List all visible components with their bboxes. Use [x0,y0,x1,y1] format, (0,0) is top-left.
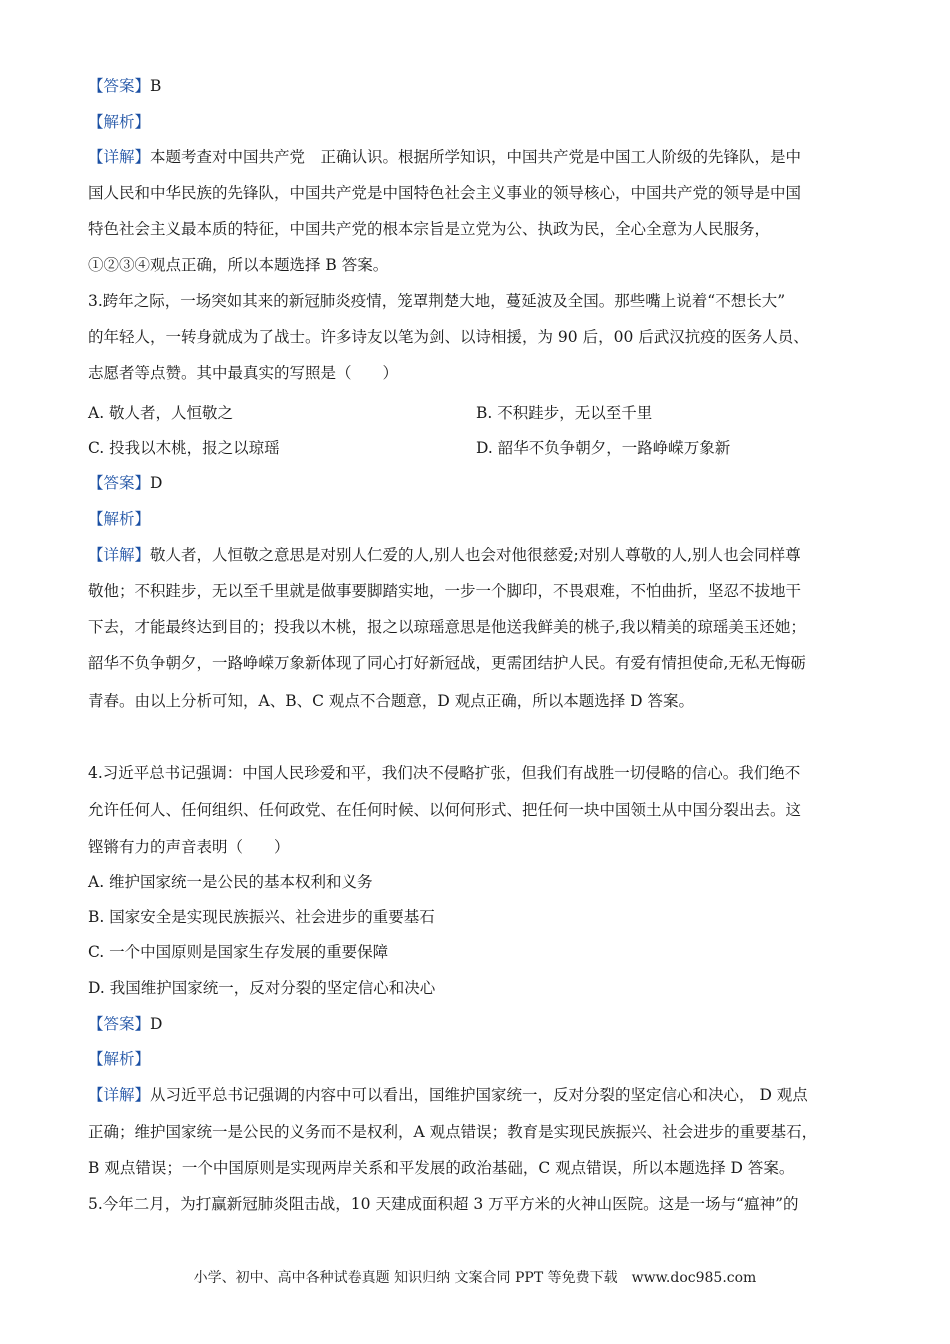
q3-analysis-tag: 【解析】 [88,510,151,528]
q3-stem-line-3: 志愿者等点赞。其中最真实的写照是（ ） [88,364,399,382]
q4-option-c: C. 一个中国原则是国家生存发展的重要保障 [88,943,389,961]
answer-tag: 【答案】 [88,474,151,492]
q3-option-b: B. 不积跬步，无以至千里 [476,404,653,422]
q2-detail-line-4: ①②③④观点正确，所以本题选择 B 答案。 [88,256,389,274]
q3-option-d: D. 韶华不负争朝夕，一路峥嵘万象新 [476,439,731,457]
q4-detail-line-1: 【详解】从习近平总书记强调的内容中可以看出，国维护国家统一，反对分裂的坚定信心和决心， D 观点 [88,1086,808,1104]
q4-stem-line-2: 允许任何人、任何组织、任何政党、在任何时候、以何何形式、把任何一块中国领土从中国分裂出去。这 [88,801,802,819]
q3-answer-line [88,472,162,494]
q4-option-d: D. 我国维护国家统一，反对分裂的坚定信心和决心 [88,979,436,997]
detail-tag: 【详解】 [88,546,151,564]
q5-stem-line-1: 5.今年二月，为打赢新冠肺炎阻击战，10 天建成面积超 3 万平方米的火神山医院。这是一场与“瘟神”的 [88,1195,799,1213]
q3-option-a: A. 敬人者，人恒敬之 [88,404,234,422]
detail-tag: 【详解】 [88,148,151,166]
q2-answer-line [88,75,161,97]
answer-value: D [150,1015,163,1033]
q4-detail-line-2: 正确；维护国家统一是公民的义务而不是权利，A 观点错误；教育是实现民族振兴、社会进步的重要基石， [88,1123,818,1141]
answer-value: D [150,474,163,492]
q4-stem-line-1: 4.习近平总书记强调：中国人民珍爱和平，我们决不侵略扩张，但我们有战胜一切侵略的信心。我们绝不 [88,764,801,782]
q3-detail-line-3: 下去，才能最终达到目的；投我以木桃，报之以琼瑶意思是他送我鲜美的桃子,我以精美的琼瑶美玉还她； [88,618,806,636]
answer-tag: 【答案】 [88,77,151,95]
q2-detail-line-1: 【详解】本题考查对中国共产党 正确认识。根据所学知识，中国共产党是中国工人阶级的先锋队，是中 [88,148,802,166]
q2-analysis-tag: 【解析】 [88,113,151,131]
q2-detail-line-2: 国人民和中华民族的先锋队，中国共产党是中国特色社会主义事业的领导核心，中国共产党的领导是中国 [88,184,802,202]
answer-value: B [150,77,162,95]
q3-detail-line-1: 【详解】敬人者，人恒敬之意思是对别人仁爱的人,别人也会对他很慈爱;对别人尊敬的人,别人也会同样尊 [88,546,801,564]
q4-detail-line-3: B 观点错误；一个中国原则是实现两岸关系和平发展的政治基础，C 观点错误，所以本题选择 D 答案。 [88,1159,795,1177]
q3-detail-line-2: 敬他；不积跬步，无以至千里就是做事要脚踏实地，一步一个脚印，不畏艰难，不怕曲折，坚忍不拔地干 [88,582,802,600]
page-footer: 小学、初中、高中各种试卷真题 知识归纳 文案合同 PPT 等免费下载 www.doc985.com [193,1270,757,1286]
q4-option-a: A. 维护国家统一是公民的基本权利和义务 [88,873,373,891]
q3-stem-line-1: 3.跨年之际，一场突如其来的新冠肺炎疫情，笼罩荆楚大地，蔓延波及全国。那些嘴上说着“不想长大” [88,292,786,310]
answer-tag: 【答案】 [88,1015,151,1033]
q3-detail-line-5: 青春。由以上分析可知，A、B、C 观点不合题意，D 观点正确，所以本题选择 D 答案。 [88,692,695,710]
q4-answer-line [88,1013,162,1035]
q4-analysis-tag: 【解析】 [88,1050,151,1068]
q4-option-b: B. 国家安全是实现民族振兴、社会进步的重要基石 [88,908,435,926]
q4-stem-line-3: 铿锵有力的声音表明（ ） [88,838,290,856]
detail-tag: 【详解】 [88,1086,151,1104]
q3-option-c: C. 投我以木桃，报之以琼瑶 [88,439,280,457]
q3-detail-line-4: 韶华不负争朝夕，一路峥嵘万象新体现了同心打好新冠战，更需团结护人民。有爱有情担使命,无私无悔砺 [88,654,806,672]
q2-detail-line-3: 特色社会主义最本质的特征，中国共产党的根本宗旨是立党为公、执政为民，全心全意为人民服务， [88,220,771,238]
q3-stem-line-2: 的年轻人，一转身就成为了战士。许多诗友以笔为剑、以诗相援，为 90 后，00 后武汉抗疫的医务人员、 [88,328,809,346]
